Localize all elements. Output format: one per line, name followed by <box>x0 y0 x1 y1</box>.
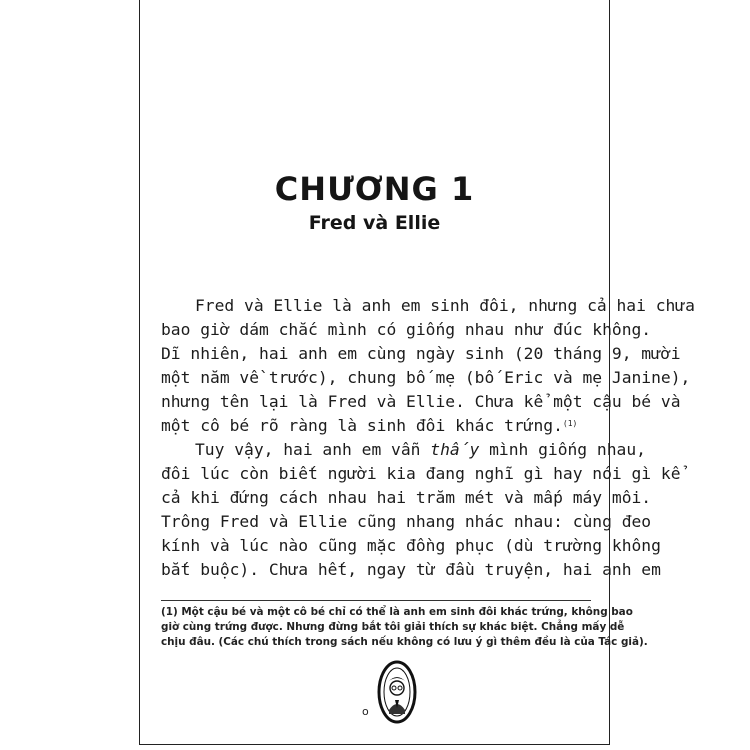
footnote-line: (1) Một cậu bé và một cô bé chỉ có thể là anh em sinh đôi khác trứng, không bao <box>161 606 633 618</box>
text-line: một năm về trước), chung bố mẹ (bố Eric và mẹ Janine), <box>161 368 691 387</box>
footnote <box>161 605 648 650</box>
text-line-content: một cô bé rõ ràng là sinh đôi khác trứng. <box>161 416 563 435</box>
text-line: Dĩ nhiên, hai anh em cùng ngày sinh (20 tháng 9, mười <box>161 344 681 363</box>
footnote-line: chịu đâu. (Các chú thích trong sách nếu không có lưu ý gì thêm đều là của Tác giả). <box>161 636 648 648</box>
text-line: đôi lúc còn biết người kia đang nghĩ gì hay nói gì kể <box>161 464 681 483</box>
footnote-line: giờ cùng trứng được. Nhưng đừng bắt tôi giải thích sự khác biệt. Chẳng mấy dễ <box>161 621 625 633</box>
text-segment: Tuy vậy, hai anh em vẫn <box>195 440 431 459</box>
paragraph-1 <box>161 294 695 438</box>
text-line: bắt buộc). Chưa hết, ngay từ đầu truyện, hai anh em <box>161 560 661 579</box>
text-line <box>161 438 646 462</box>
paragraph-2 <box>161 438 681 582</box>
text-line: bao giờ dám chắc mình có giống nhau như đúc không. <box>161 320 652 339</box>
text-line: nhưng tên lại là Fred và Ellie. Chưa kể một cậu bé và <box>161 392 681 411</box>
boy-portrait-frame-icon <box>377 660 417 724</box>
text-line <box>161 414 591 438</box>
footnote-divider <box>161 600 591 601</box>
text-segment: mình giống nhau, <box>479 440 646 459</box>
text-line: cả khi đứng cách nhau hai trăm mét và mấp máy môi. <box>161 488 652 507</box>
chapter-title: CHƯƠNG 1 <box>274 170 475 208</box>
footnote-reference: (1) <box>562 419 578 428</box>
text-line: Trông Fred và Ellie cũng nhang nhác nhau: cùng đeo <box>161 512 652 531</box>
book-page <box>139 0 695 745</box>
emphasis-word: thấy <box>430 440 480 459</box>
text-line: Fred và Ellie là anh em sinh đôi, nhưng cả hai chưa <box>195 296 695 315</box>
text-line: kính và lúc nào cũng mặc đồng phục (dù trường không <box>161 536 661 555</box>
page-number: o <box>362 705 369 718</box>
chapter-subtitle: Fred và Ellie <box>308 212 441 234</box>
